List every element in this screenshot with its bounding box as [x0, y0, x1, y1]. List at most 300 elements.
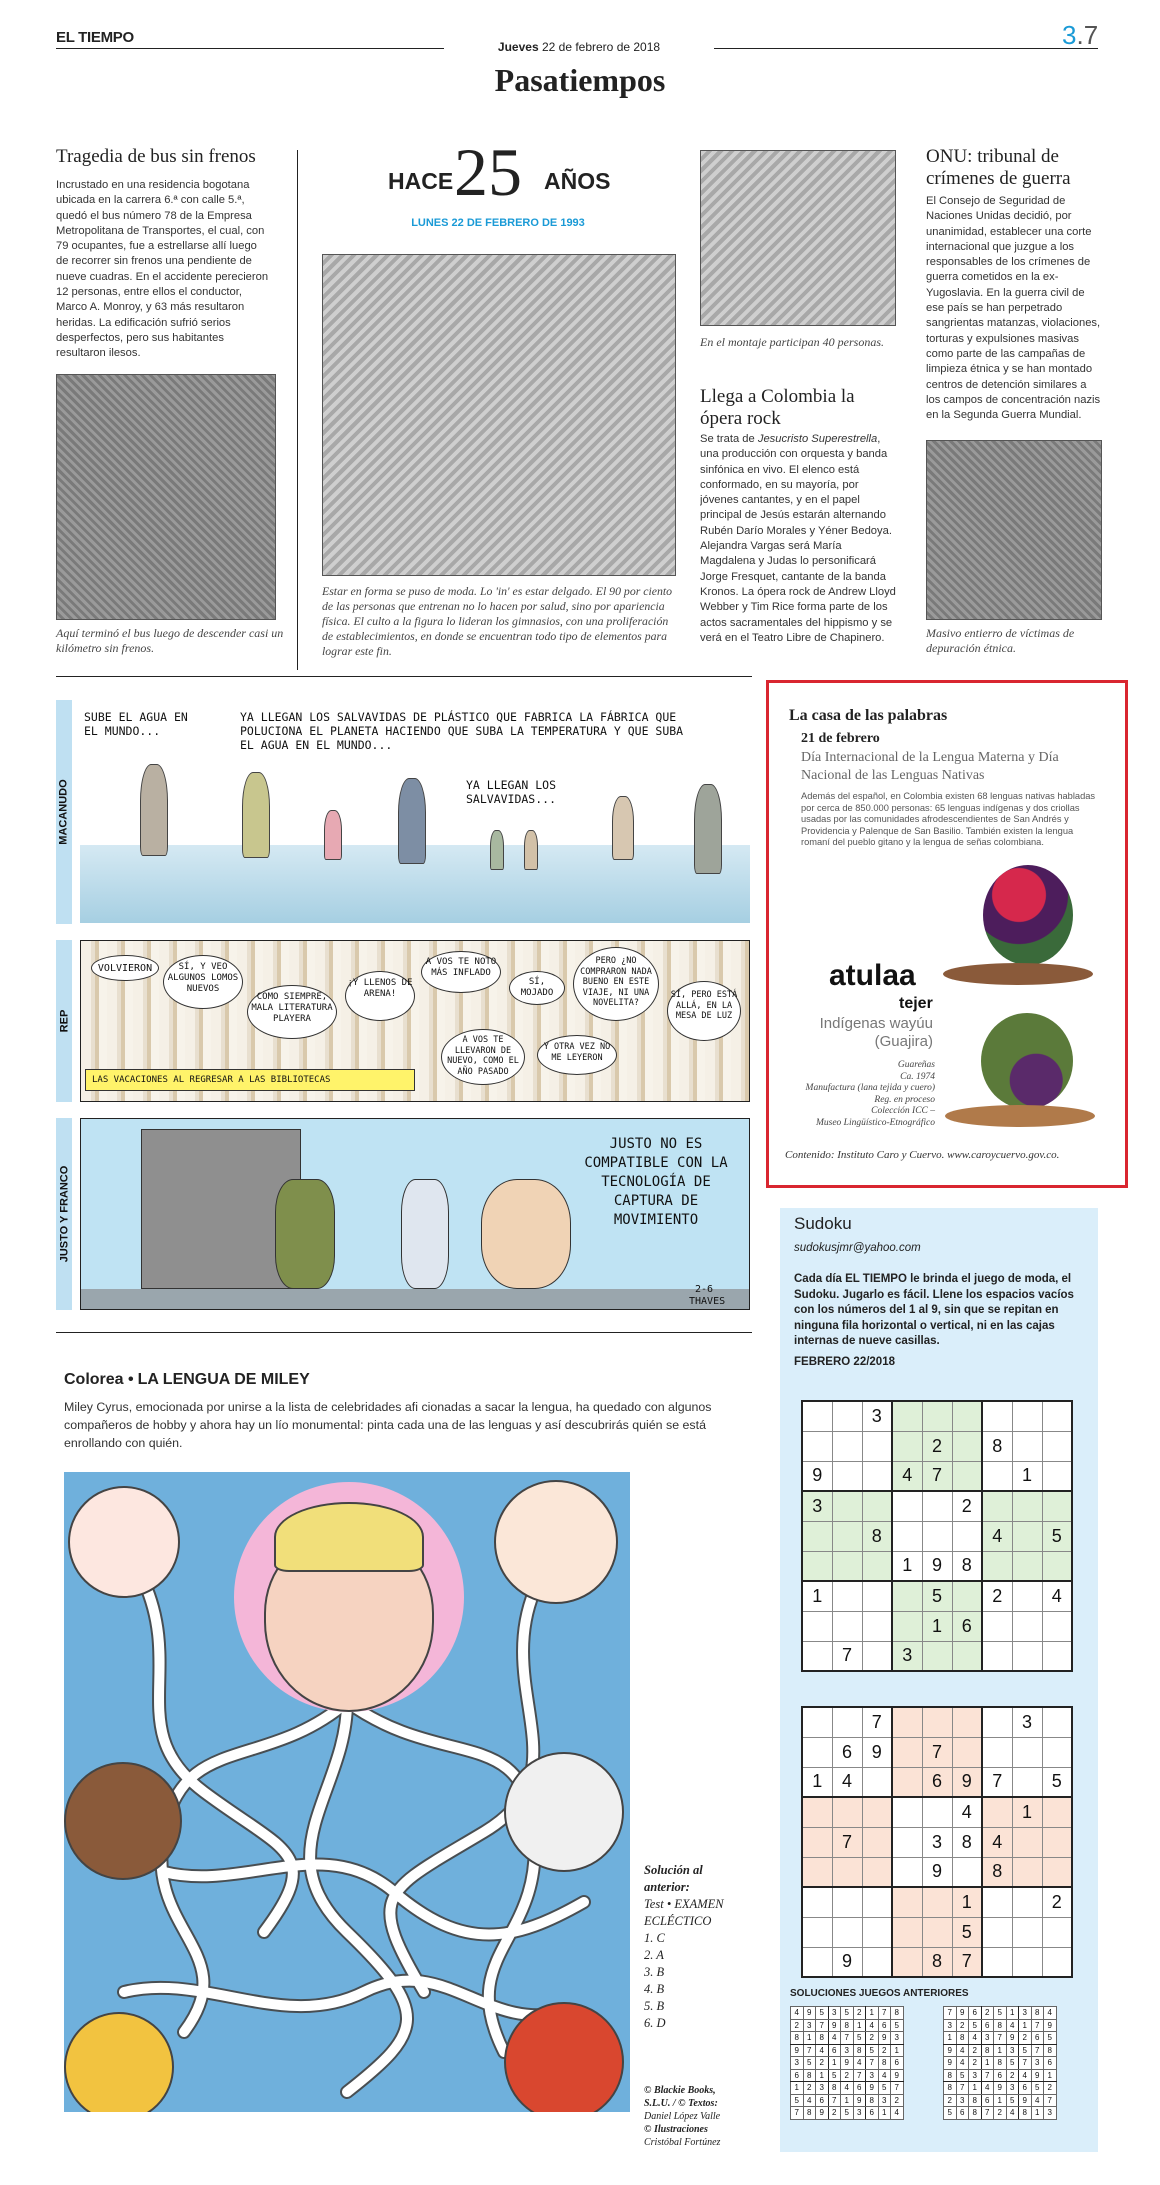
sudoku-cell: 8 [1031, 2007, 1044, 2020]
sudoku-cell[interactable] [892, 1521, 922, 1551]
sudoku-cell[interactable]: 8 [952, 1551, 982, 1581]
sudoku-cell[interactable]: 1 [1012, 1797, 1042, 1827]
sudoku-cell[interactable] [832, 1797, 862, 1827]
sudoku-cell: 2 [853, 2007, 866, 2020]
section-rule [56, 1332, 752, 1333]
sudoku-cell: 6 [1031, 2032, 1044, 2045]
sudoku-cell[interactable]: 3 [922, 1827, 952, 1857]
character-franco [401, 1179, 449, 1289]
celebrity-face-6 [504, 2002, 624, 2112]
sudoku-cell[interactable] [982, 1917, 1012, 1947]
sudoku-cell: 9 [791, 2044, 804, 2057]
sudoku-cell[interactable]: 1 [922, 1611, 952, 1641]
sudoku-cell[interactable]: 1 [802, 1767, 832, 1797]
sudoku-cell[interactable]: 7 [982, 1767, 1012, 1797]
sudoku-cell[interactable] [832, 1521, 862, 1551]
figure [694, 784, 722, 874]
sudoku-cell[interactable] [1042, 1707, 1072, 1737]
solution-grid-2 [943, 2006, 1057, 2120]
sudoku-cell[interactable] [892, 1917, 922, 1947]
floor [81, 1289, 750, 1310]
solution-grid-1 [790, 2006, 904, 2120]
sudoku-cell: 2 [1044, 2082, 1057, 2095]
sudoku-cell: 7 [878, 2007, 891, 2020]
sudoku-cell: 3 [981, 2032, 994, 2045]
sudoku-cell[interactable]: 1 [892, 1551, 922, 1581]
sudoku-cell[interactable] [802, 1887, 832, 1917]
macanudo-tag: MACANUDO [56, 700, 72, 924]
sudoku-cell[interactable] [982, 1737, 1012, 1767]
palabras-subtitle: Día Internacional de la Lengua Materna y Día Nacional de las Lenguas Nativas [801, 750, 1059, 783]
sudoku-cell[interactable] [922, 1707, 952, 1737]
sudoku-cell[interactable] [1012, 1611, 1042, 1641]
sudoku-cell: 8 [969, 2107, 982, 2120]
sudoku-cell[interactable] [832, 1581, 862, 1611]
sudoku-cell[interactable] [892, 1707, 922, 1737]
sudoku-cell[interactable] [892, 1827, 922, 1857]
solutions-title: SOLUCIONES JUEGOS ANTERIORES [790, 1988, 969, 1999]
sudoku-cell[interactable] [1012, 1401, 1042, 1431]
sudoku-cell[interactable] [1012, 1551, 1042, 1581]
sudoku-cell[interactable] [892, 1857, 922, 1887]
sudoku-cell[interactable] [892, 1797, 922, 1827]
sudoku-cell[interactable] [862, 1641, 892, 1671]
sudoku-cell[interactable] [952, 1707, 982, 1737]
sudoku-cell[interactable] [892, 1581, 922, 1611]
sudoku-cell[interactable] [1042, 1947, 1072, 1977]
sudoku-cell[interactable]: 1 [802, 1581, 832, 1611]
figure [398, 778, 426, 864]
section-rule [56, 676, 752, 677]
sudoku-cell: 1 [816, 2069, 829, 2082]
sudoku-cell[interactable]: 8 [982, 1857, 1012, 1887]
sudoku-cell[interactable] [862, 1431, 892, 1461]
sudoku-cell[interactable]: 7 [922, 1737, 952, 1767]
sudoku-cell[interactable] [1042, 1827, 1072, 1857]
sudoku-cell[interactable] [922, 1491, 952, 1521]
sudoku-cell[interactable] [892, 1887, 922, 1917]
fitness-photo [322, 254, 676, 576]
sudoku-cell[interactable]: 3 [802, 1491, 832, 1521]
sudoku-cell[interactable]: 4 [982, 1827, 1012, 1857]
sudoku-cell[interactable] [802, 1947, 832, 1977]
sudoku-cell[interactable] [922, 1521, 952, 1551]
sudoku-cell[interactable]: 4 [952, 1797, 982, 1827]
sudoku-cell[interactable] [802, 1707, 832, 1737]
sudoku-cell[interactable] [862, 1887, 892, 1917]
sudoku-cell[interactable] [1042, 1491, 1072, 1521]
sudoku-cell: 8 [803, 2107, 816, 2120]
sudoku-cell[interactable] [1042, 1857, 1072, 1887]
sudoku-cell[interactable]: 8 [952, 1827, 982, 1857]
sudoku-cell[interactable] [802, 1521, 832, 1551]
sudoku-cell[interactable] [862, 1461, 892, 1491]
sudoku-cell[interactable]: 3 [892, 1641, 922, 1671]
sudoku-cell[interactable] [1042, 1737, 1072, 1767]
sudoku-cell: 2 [994, 2107, 1007, 2120]
figure [612, 796, 634, 860]
sudoku-cell[interactable] [802, 1611, 832, 1641]
sudoku-cell: 3 [853, 2107, 866, 2120]
sudoku-cell: 4 [956, 2057, 969, 2070]
rep-banner: LAS VACACIONES AL REGRESAR A LAS BIBLIOTECAS [85, 1069, 415, 1091]
sudoku-cell[interactable]: 8 [862, 1521, 892, 1551]
sudoku-cell: 7 [791, 2107, 804, 2120]
palabras-origin-2: (Guajira) [874, 1033, 933, 1050]
anos-label: AÑOS [544, 168, 611, 194]
sudoku-cell[interactable] [892, 1737, 922, 1767]
sudoku-cell[interactable]: 7 [952, 1947, 982, 1977]
sudoku-cell[interactable] [802, 1551, 832, 1581]
sudoku-cell[interactable]: 7 [922, 1461, 952, 1491]
figure [140, 764, 168, 856]
character-justo [275, 1179, 335, 1289]
sudoku-cell[interactable]: 3 [862, 1401, 892, 1431]
sudoku-cell: 8 [944, 2069, 957, 2082]
sudoku-cell: 6 [994, 2069, 1007, 2082]
sudoku-cell: 7 [828, 2094, 841, 2107]
sudoku-cell: 7 [981, 2107, 994, 2120]
sudoku-cell: 4 [828, 2032, 841, 2045]
sudoku-cell[interactable]: 4 [1042, 1581, 1072, 1611]
sudoku-cell[interactable] [952, 1521, 982, 1551]
sudoku-cell[interactable] [1042, 1917, 1072, 1947]
celebrity-face-4 [504, 1752, 624, 1872]
sudoku-cell[interactable] [1012, 1917, 1042, 1947]
sudoku-cell[interactable] [982, 1401, 1012, 1431]
palabras-credits: Guareñas Ca. 1974 Manufactura (lana tejida y cuero) Reg. en proceso Colección ICC – Museo Lingüístico-Etnográfico [805, 1060, 935, 1128]
sudoku-cell: 1 [878, 2107, 891, 2120]
sudoku-cell: 6 [828, 2044, 841, 2057]
sudoku-cell[interactable] [952, 1581, 982, 1611]
rep-bubble: COMO SIEMPRE, MALA LITERATURA PLAYERA [247, 985, 337, 1039]
onu-photo [926, 440, 1102, 620]
sudoku-cell[interactable] [832, 1611, 862, 1641]
sudoku-cell[interactable]: 9 [832, 1947, 862, 1977]
sudoku-cell: 7 [1044, 2094, 1057, 2107]
sudoku-cell[interactable] [862, 1551, 892, 1581]
sudoku-cell: 5 [1006, 2057, 1019, 2070]
sudoku-cell[interactable] [922, 1887, 952, 1917]
sudoku-cell[interactable] [982, 1641, 1012, 1671]
sudoku-cell[interactable]: 6 [952, 1611, 982, 1641]
sudoku-cell[interactable] [982, 1887, 1012, 1917]
rep-bubble: PERO ¿NO COMPRARON NADA BUENO EN ESTE VIAJE, NI UNA NOVELITA? [573, 947, 659, 1021]
sudoku-cell[interactable] [832, 1461, 862, 1491]
sudoku-cell[interactable] [802, 1797, 832, 1827]
sudoku-cell: 5 [891, 2019, 904, 2032]
sudoku-cell: 3 [828, 2007, 841, 2020]
sudoku-cell: 4 [866, 2019, 879, 2032]
sudoku-cell: 8 [853, 2044, 866, 2057]
sudoku-cell[interactable] [1042, 1797, 1072, 1827]
sudoku-cell: 8 [866, 2094, 879, 2107]
sudoku-cell: 5 [853, 2032, 866, 2045]
sudoku-cell: 9 [841, 2057, 854, 2070]
sudoku-cell[interactable]: 5 [1042, 1767, 1072, 1797]
sudoku-cell[interactable] [892, 1431, 922, 1461]
figure [324, 810, 342, 860]
sudoku-cell[interactable] [832, 1857, 862, 1887]
sudoku-cell[interactable]: 2 [922, 1431, 952, 1461]
sudoku-cell[interactable]: 9 [862, 1737, 892, 1767]
sudoku-cell[interactable]: 7 [832, 1641, 862, 1671]
sudoku-cell[interactable] [1042, 1551, 1072, 1581]
sudoku-cell[interactable] [1012, 1767, 1042, 1797]
palabras-date: 21 de febrero [801, 731, 880, 746]
colorea-title: Colorea • LA LENGUA DE MILEY [64, 1371, 310, 1388]
sudoku-cell: 9 [994, 2082, 1007, 2095]
header-rule-right [714, 48, 1098, 49]
guarena-photo-2 [945, 1013, 1095, 1143]
sudoku-cell[interactable] [802, 1827, 832, 1857]
sudoku-cell[interactable] [832, 1551, 862, 1581]
sudoku-cell[interactable]: 8 [982, 1431, 1012, 1461]
sudoku-cell[interactable] [1042, 1461, 1072, 1491]
rep-bubble: SÍ, PERO ESTÁ ALLÁ, EN LA MESA DE LUZ [667, 981, 741, 1041]
sudoku-cell[interactable] [982, 1611, 1012, 1641]
bus-text: Incrustado en una residencia bogotana ubicada en la carrera 6.ª con calle 5.ª, quedó el bus número 78 de la Empresa Metropolitana de Transportes, el cual, con 79 ocupantes, fue a estrellarse allí luego de recorrer sin frenos una pendiente de nueve cuadras. En el accidente perecieron 12 personas, entre ellos el conductor, Marco A. Monroy, y 63 más resultaron heridas. La edificación sufrió serios desperfectos, pero sus habitantes resultaron ilesos. [56, 179, 269, 360]
sudoku-cell[interactable] [982, 1551, 1012, 1581]
sudoku-cell: 6 [816, 2094, 829, 2107]
sudoku-cell: 7 [1031, 2019, 1044, 2032]
hace-25-heading [388, 134, 618, 210]
sudoku-cell: 5 [1031, 2082, 1044, 2095]
sudoku-cell[interactable] [802, 1857, 832, 1887]
sudoku-cell: 4 [1019, 2069, 1032, 2082]
sudoku-cell[interactable] [952, 1401, 982, 1431]
sudoku-cell[interactable] [922, 1641, 952, 1671]
sudoku-cell[interactable]: 9 [922, 1857, 952, 1887]
sudoku-cell: 1 [1019, 2019, 1032, 2032]
sudoku-cell[interactable]: 2 [952, 1491, 982, 1521]
sudoku-cell: 7 [1031, 2044, 1044, 2057]
sudoku-cell[interactable] [802, 1641, 832, 1671]
sudoku-cell[interactable] [862, 1611, 892, 1641]
sudoku-cell: 3 [1019, 2007, 1032, 2020]
sudoku-cell[interactable] [892, 1767, 922, 1797]
sudoku-cell[interactable]: 5 [952, 1917, 982, 1947]
sudoku-cell[interactable] [982, 1461, 1012, 1491]
tejido [983, 865, 1073, 965]
rep-bubble: SÍ, Y VEO ALGUNOS LOMOS NUEVOS [163, 955, 243, 1009]
sudoku-cell: 4 [1031, 2094, 1044, 2107]
sudoku-cell[interactable] [1012, 1581, 1042, 1611]
sudoku-date: FEBRERO 22/2018 [794, 1356, 895, 1368]
sudoku-cell[interactable] [1042, 1431, 1072, 1461]
sudoku-cell: 6 [956, 2107, 969, 2120]
sudoku-cell[interactable] [862, 1857, 892, 1887]
sudoku-cell: 6 [1044, 2057, 1057, 2070]
sudoku-cell[interactable] [862, 1581, 892, 1611]
sudoku-cell: 6 [878, 2019, 891, 2032]
sudoku-cell[interactable] [832, 1707, 862, 1737]
sudoku-cell[interactable] [832, 1401, 862, 1431]
justo-signature: THAVES [689, 1296, 726, 1307]
sudoku-cell[interactable] [862, 1827, 892, 1857]
sudoku-cell: 8 [1044, 2044, 1057, 2057]
sudoku-cell[interactable]: 3 [1012, 1707, 1042, 1737]
sudoku-cell: 4 [816, 2044, 829, 2057]
figure [524, 830, 538, 870]
sudoku-cell[interactable] [1012, 1491, 1042, 1521]
sudoku-cell: 3 [803, 2019, 816, 2032]
sudoku-cell: 1 [853, 2019, 866, 2032]
sudoku-cell: 1 [841, 2094, 854, 2107]
macanudo-strip [80, 700, 750, 924]
sudoku-cell[interactable]: 9 [922, 1551, 952, 1581]
celebrity-face-2 [494, 1480, 618, 1604]
sudoku-cell: 7 [866, 2057, 879, 2070]
sudoku-cell[interactable] [1042, 1641, 1072, 1671]
sudoku-cell[interactable]: 4 [892, 1461, 922, 1491]
sudoku-cell[interactable] [892, 1947, 922, 1977]
sudoku-cell: 6 [853, 2082, 866, 2095]
sudoku-cell[interactable]: 2 [1042, 1887, 1072, 1917]
sudoku-cell[interactable]: 6 [922, 1767, 952, 1797]
guarena-photo-1 [943, 865, 1093, 1005]
palabras-box [766, 680, 1128, 1188]
sudoku-cell: 4 [1006, 2107, 1019, 2120]
sudoku-cell[interactable] [862, 1917, 892, 1947]
sudoku-cell[interactable] [802, 1401, 832, 1431]
bus-headline: Tragedia de bus sin frenos [56, 146, 256, 167]
sudoku-cell: 8 [828, 2082, 841, 2095]
sudoku-cell[interactable] [862, 1767, 892, 1797]
sudoku-cell: 9 [803, 2007, 816, 2020]
sudoku-cell: 5 [841, 2107, 854, 2120]
bus-photo [56, 374, 276, 620]
sudoku-cell: 8 [803, 2069, 816, 2082]
sudoku-cell[interactable] [832, 1887, 862, 1917]
sudoku-cell[interactable] [1012, 1737, 1042, 1767]
sudoku-cell: 9 [944, 2057, 957, 2070]
sudoku-cell[interactable] [952, 1737, 982, 1767]
sudoku-cell: 8 [956, 2032, 969, 2045]
sudoku-cell[interactable]: 1 [1012, 1461, 1042, 1491]
sudoku-cell: 7 [1019, 2057, 1032, 2070]
sudoku-cell[interactable] [832, 1917, 862, 1947]
sudoku-cell: 7 [956, 2082, 969, 2095]
sudoku-cell: 5 [956, 2069, 969, 2082]
sudoku-cell[interactable] [982, 1707, 1012, 1737]
sudoku-cell: 3 [791, 2057, 804, 2070]
character-narrator [481, 1179, 571, 1289]
sudoku-cell: 4 [891, 2107, 904, 2120]
sudoku-cell[interactable] [862, 1491, 892, 1521]
sudoku-cell[interactable]: 6 [832, 1737, 862, 1767]
sudoku-cell[interactable]: 8 [922, 1947, 952, 1977]
sudoku-cell[interactable] [982, 1947, 1012, 1977]
sudoku-cell[interactable] [1042, 1401, 1072, 1431]
justo-date: 2-6 [695, 1284, 714, 1295]
sudoku-cell[interactable]: 4 [982, 1521, 1012, 1551]
sudoku-cell: 9 [816, 2107, 829, 2120]
sudoku-cell[interactable]: 5 [922, 1581, 952, 1611]
sudoku-cell: 6 [1019, 2082, 1032, 2095]
sudoku-cell[interactable] [1012, 1431, 1042, 1461]
sudoku-cell[interactable]: 1 [952, 1887, 982, 1917]
sudoku-cell[interactable] [892, 1491, 922, 1521]
sudoku-cell: 5 [994, 2007, 1007, 2020]
sudoku-cell[interactable] [922, 1401, 952, 1431]
sudoku-cell[interactable] [802, 1737, 832, 1767]
figure [490, 830, 504, 870]
sudoku-cell: 9 [828, 2019, 841, 2032]
sudoku-cell[interactable] [832, 1431, 862, 1461]
sudoku-cell[interactable] [802, 1431, 832, 1461]
sudoku-cell[interactable] [952, 1857, 982, 1887]
sudoku-cell: 4 [841, 2082, 854, 2095]
sudoku-cell: 4 [1006, 2019, 1019, 2032]
sudoku-cell[interactable] [1012, 1521, 1042, 1551]
fitness-caption: Estar en forma se puso de moda. Lo 'in' es estar delgado. El 90 por ciento de las personas que entrenan no lo hacen por salud, sino por apariencia física. El culto a la figura lo lideran los gimnasios, con una proliferación de establecimientos, en donde se encuentran todo tipo de elementos para lograr este fin. [322, 584, 673, 658]
sudoku-cell[interactable]: 2 [982, 1581, 1012, 1611]
sudoku-cell[interactable] [1042, 1611, 1072, 1641]
sudoku-cell: 4 [878, 2069, 891, 2082]
macanudo-text-3: YA LLEGAN LOS SALVAVIDAS... [466, 778, 557, 806]
sudoku-cell: 8 [891, 2007, 904, 2020]
hace-number: 25 [454, 134, 522, 210]
sudoku-cell: 5 [816, 2007, 829, 2020]
sudoku-cell: 8 [994, 2019, 1007, 2032]
hace-date: LUNES 22 DE FEBRERO DE 1993 [411, 217, 585, 229]
sudoku-cell[interactable] [802, 1917, 832, 1947]
sudoku-cell: 3 [1006, 2044, 1019, 2057]
rep-bubble: ¡Y LLENOS DE ARENA! [345, 971, 415, 1021]
justo-strip [80, 1118, 750, 1310]
sudoku-email: sudokusjmr@yahoo.com [794, 1242, 921, 1254]
sudoku-cell: 6 [981, 2019, 994, 2032]
page-title: Pasatiempos [494, 62, 666, 98]
sudoku-cell[interactable] [952, 1461, 982, 1491]
sudoku-cell[interactable] [1012, 1641, 1042, 1671]
sudoku-cell[interactable] [1012, 1887, 1042, 1917]
sudoku-cell[interactable] [862, 1947, 892, 1977]
sudoku-cell[interactable]: 7 [862, 1707, 892, 1737]
sudoku-cell[interactable] [892, 1401, 922, 1431]
sudoku-cell[interactable] [1012, 1857, 1042, 1887]
sudoku-cell: 2 [944, 2094, 957, 2107]
opera-photo-caption: En el montaje participan 40 personas. [700, 335, 884, 349]
sudoku-cell[interactable] [952, 1641, 982, 1671]
sudoku-cell[interactable] [862, 1797, 892, 1827]
sudoku-cell[interactable] [982, 1797, 1012, 1827]
sudoku-cell[interactable]: 4 [832, 1767, 862, 1797]
sudoku-cell[interactable] [1012, 1947, 1042, 1977]
sudoku-cell: 8 [816, 2032, 829, 2045]
sudoku-cell: 2 [1019, 2032, 1032, 2045]
sudoku-cell: 2 [1006, 2069, 1019, 2082]
rep-strip [80, 940, 750, 1102]
sudoku-cell: 7 [944, 2007, 957, 2020]
sudoku-cell[interactable]: 9 [802, 1461, 832, 1491]
opera-text: Se trata de Jesucristo Superestrella, una producción con orquesta y banda sinfónica en vivo. El elenco está conformado, en su mayoría, por jóvenes cantantes, y en el papel principal de Jesús estarán alternando Rubén Darío Morales y Yéner Bedoya. Alejandra Vargas será María Magdalena y Judas lo personificará Jorge Fresquet, cantante de la banda Kronos. La ópera rock de Andrew Lloyd Webber y Tim Rice forma parte de los actos sacramentales del hippismo y se verá en el Teatro Libre de Chapinero. [700, 433, 896, 644]
sudoku-cell[interactable]: 9 [952, 1767, 982, 1797]
sudoku-cell: 1 [1006, 2007, 1019, 2020]
sudoku-cell[interactable]: 7 [832, 1827, 862, 1857]
sudoku-cell[interactable]: 5 [1042, 1521, 1072, 1551]
sudoku-cell[interactable] [922, 1797, 952, 1827]
sudoku-cell[interactable] [892, 1611, 922, 1641]
sudoku-cell: 1 [969, 2082, 982, 2095]
sudoku-cell[interactable] [1012, 1827, 1042, 1857]
sudoku-cell[interactable] [832, 1491, 862, 1521]
sudoku-cell[interactable] [982, 1491, 1012, 1521]
sudoku-cell[interactable] [922, 1917, 952, 1947]
sudoku-cell: 3 [866, 2069, 879, 2082]
sudoku-cell[interactable] [952, 1431, 982, 1461]
